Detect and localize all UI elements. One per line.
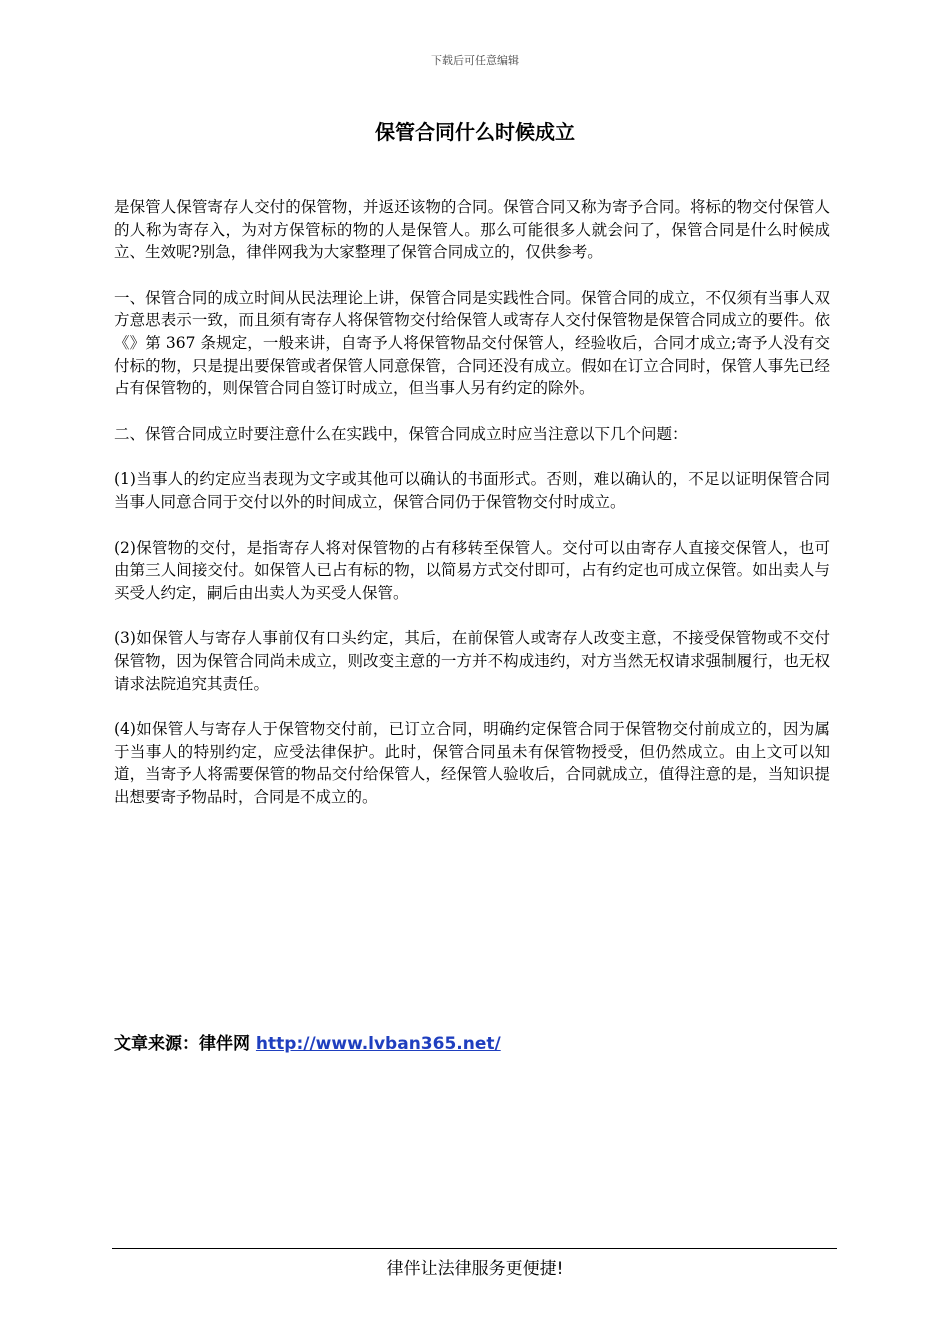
article-source bbox=[114, 1029, 501, 1054]
paragraph-point-1: (1)当事人的约定应当表现为文字或其他可以确认的书面形式。否则，难以确认的，不足以证明保管合同当事人同意合同于交付以外的时间成立，保管合同仍于保管物交付时成立。 bbox=[114, 470, 830, 511]
page-header-note: 下载后可任意编辑 bbox=[431, 54, 519, 67]
source-label: 文章来源：律伴网 bbox=[114, 1034, 256, 1054]
paragraph-point-4: (4)如保管人与寄存人于保管物交付前，已订立合同，明确约定保管合同于保管物交付前成立的，因为属于当事人的特别约定，应受法律保护。此时，保管合同虽未有保管物授受，但仍然成立。由上文可以知道，当寄予人将需要保管的物品交付给保管人，经保管人验收后，合同就成立，值得注意的是，当知识提出想要寄予物品时，合同是不成立的。 bbox=[114, 720, 830, 806]
footer-slogan: 律伴让法律服务更便捷! bbox=[386, 1259, 564, 1279]
paragraph-point-2: (2)保管物的交付，是指寄存人将对保管物的占有移转至保管人。交付可以由寄存人直接交保管人，也可由第三人间接交付。如保管人已占有标的物，以简易方式交付即可，占有约定也可成立保管。如出卖人与买受人约定，嗣后由出卖人为买受人保管。 bbox=[114, 538, 830, 602]
source-link[interactable]: http://www.lvban365.net/ bbox=[255, 1034, 501, 1054]
footer-divider bbox=[112, 1248, 837, 1249]
paragraph-point-3: (3)如保管人与寄存人事前仅有口头约定，其后，在前保管人或寄存人改变主意，不接受保管物或不交付保管物，因为保管合同尚未成立，则改变主意的一方并不构成违约，对方当然无权请求强制履行，也无权请求法院追究其责任。 bbox=[114, 629, 830, 693]
paragraph-intro: 是保管人保管寄存人交付的保管物，并返还该物的合同。保管合同又称为寄予合同。将标的物交付保管人的人称为寄存入，为对方保管标的物的人是保管人。那么可能很多人就会问了，保管合同是什么时候成立、生效呢?别急，律伴网我为大家整理了保管合同成立的，仅供参考。 bbox=[114, 198, 830, 262]
paragraph-section-1: 一、保管合同的成立时间从民法理论上讲，保管合同是实践性合同。保管合同的成立，不仅须有当事人双方意思表示一致，而且须有寄存人将保管物交付给保管人或寄存人交付保管物是保管合同成立的要件。依《》第 367 条规定，一般来讲，自寄予人将保管物品交付保管人，经验收后，合同才成立;寄予人没有交付标的物，只是提出要保管或者保管人同意保管，合同还没有成立。假如在订立合同时，保管人事先已经占有保管物的，则保管合同自签订时成立，但当事人另有约定的除外。 bbox=[114, 288, 830, 398]
document-title: 保管合同什么时候成立 bbox=[375, 120, 575, 144]
paragraph-section-2: 二、保管合同成立时要注意什么在实践中，保管合同成立时应当注意以下几个问题： bbox=[114, 424, 688, 443]
document-body bbox=[114, 196, 830, 831]
